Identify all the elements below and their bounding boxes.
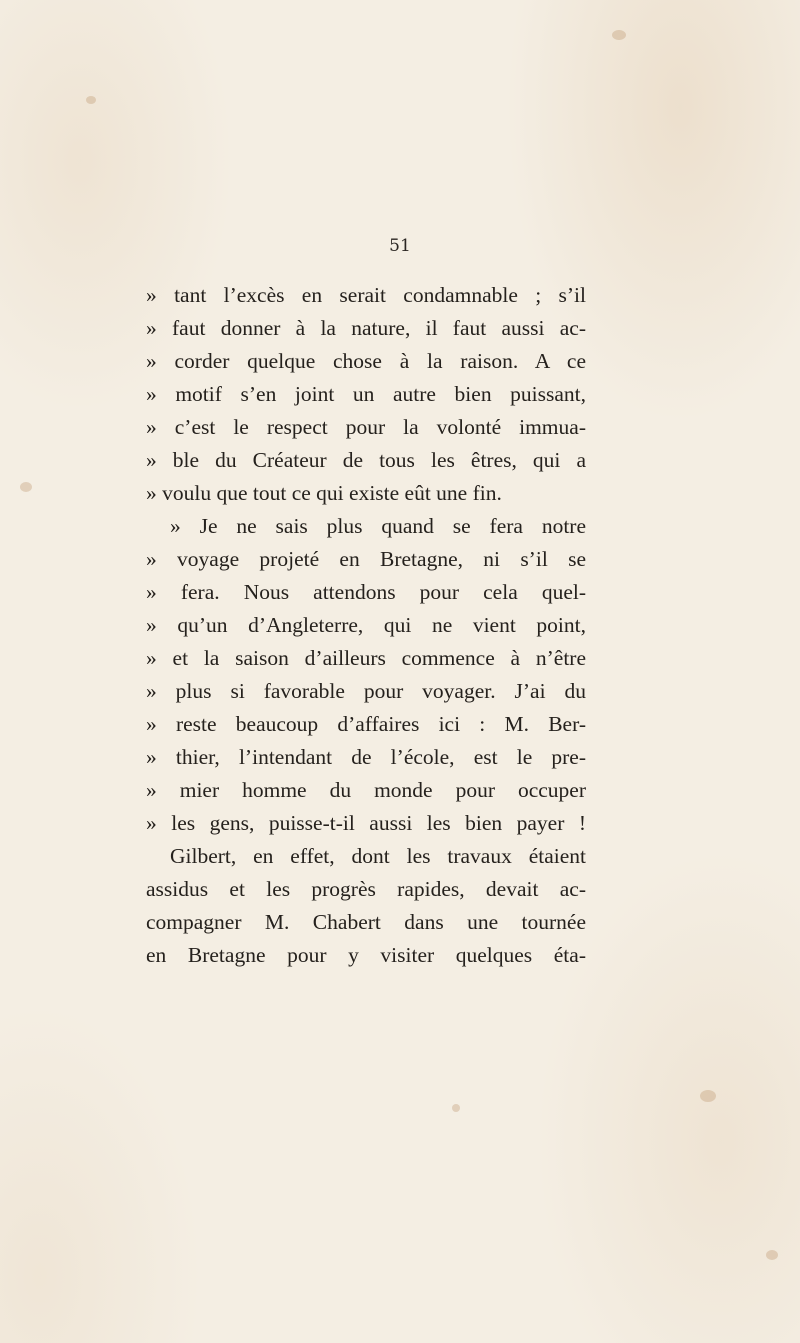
text-line: » motif s’en joint un autre bien puissant,: [146, 382, 586, 406]
text-line: » mier homme du monde pour occuper: [146, 778, 586, 802]
text-line: » et la saison d’ailleurs commence à n’être: [146, 646, 586, 670]
text-line: » qu’un d’Angleterre, qui ne vient point,: [146, 613, 586, 637]
text-line: » voyage projeté en Bretagne, ni s’il se: [146, 547, 586, 571]
text-line: » plus si favorable pour voyager. J’ai du: [146, 679, 586, 703]
text-line: » les gens, puisse-t-il aussi les bien payer !: [146, 811, 586, 835]
text-line: Gilbert, en effet, dont les travaux étaient: [170, 844, 586, 868]
text-line: » c’est le respect pour la volonté immua-: [146, 415, 586, 439]
text-line: » tant l’excès en serait condamnable ; s’il: [146, 283, 586, 307]
paper-stain: [20, 482, 32, 492]
text-line: assidus et les progrès rapides, devait ac-: [146, 877, 586, 901]
text-line: » fera. Nous attendons pour cela quel-: [146, 580, 586, 604]
paper-stain: [452, 1104, 460, 1112]
text-line: » reste beaucoup d’affaires ici : M. Ber-: [146, 712, 586, 736]
paper-stain: [700, 1090, 716, 1102]
text-line: en Bretagne pour y visiter quelques éta-: [146, 943, 586, 967]
text-line: compagner M. Chabert dans une tournée: [146, 910, 586, 934]
text-line: » voulu que tout ce qui existe eût une fin.: [146, 481, 502, 505]
text-line: » faut donner à la nature, il faut aussi ac-: [146, 316, 586, 340]
text-line: » Je ne sais plus quand se fera notre: [170, 514, 586, 538]
paper-stain: [766, 1250, 778, 1260]
page-number: 51: [389, 236, 411, 256]
body-text: [146, 279, 586, 972]
paper-stain: [612, 30, 626, 40]
paper-stain: [86, 96, 96, 104]
text-line: » thier, l’intendant de l’école, est le pre-: [146, 745, 586, 769]
text-line: » corder quelque chose à la raison. A ce: [146, 349, 586, 373]
text-line: » ble du Créateur de tous les êtres, qui a: [146, 448, 586, 472]
